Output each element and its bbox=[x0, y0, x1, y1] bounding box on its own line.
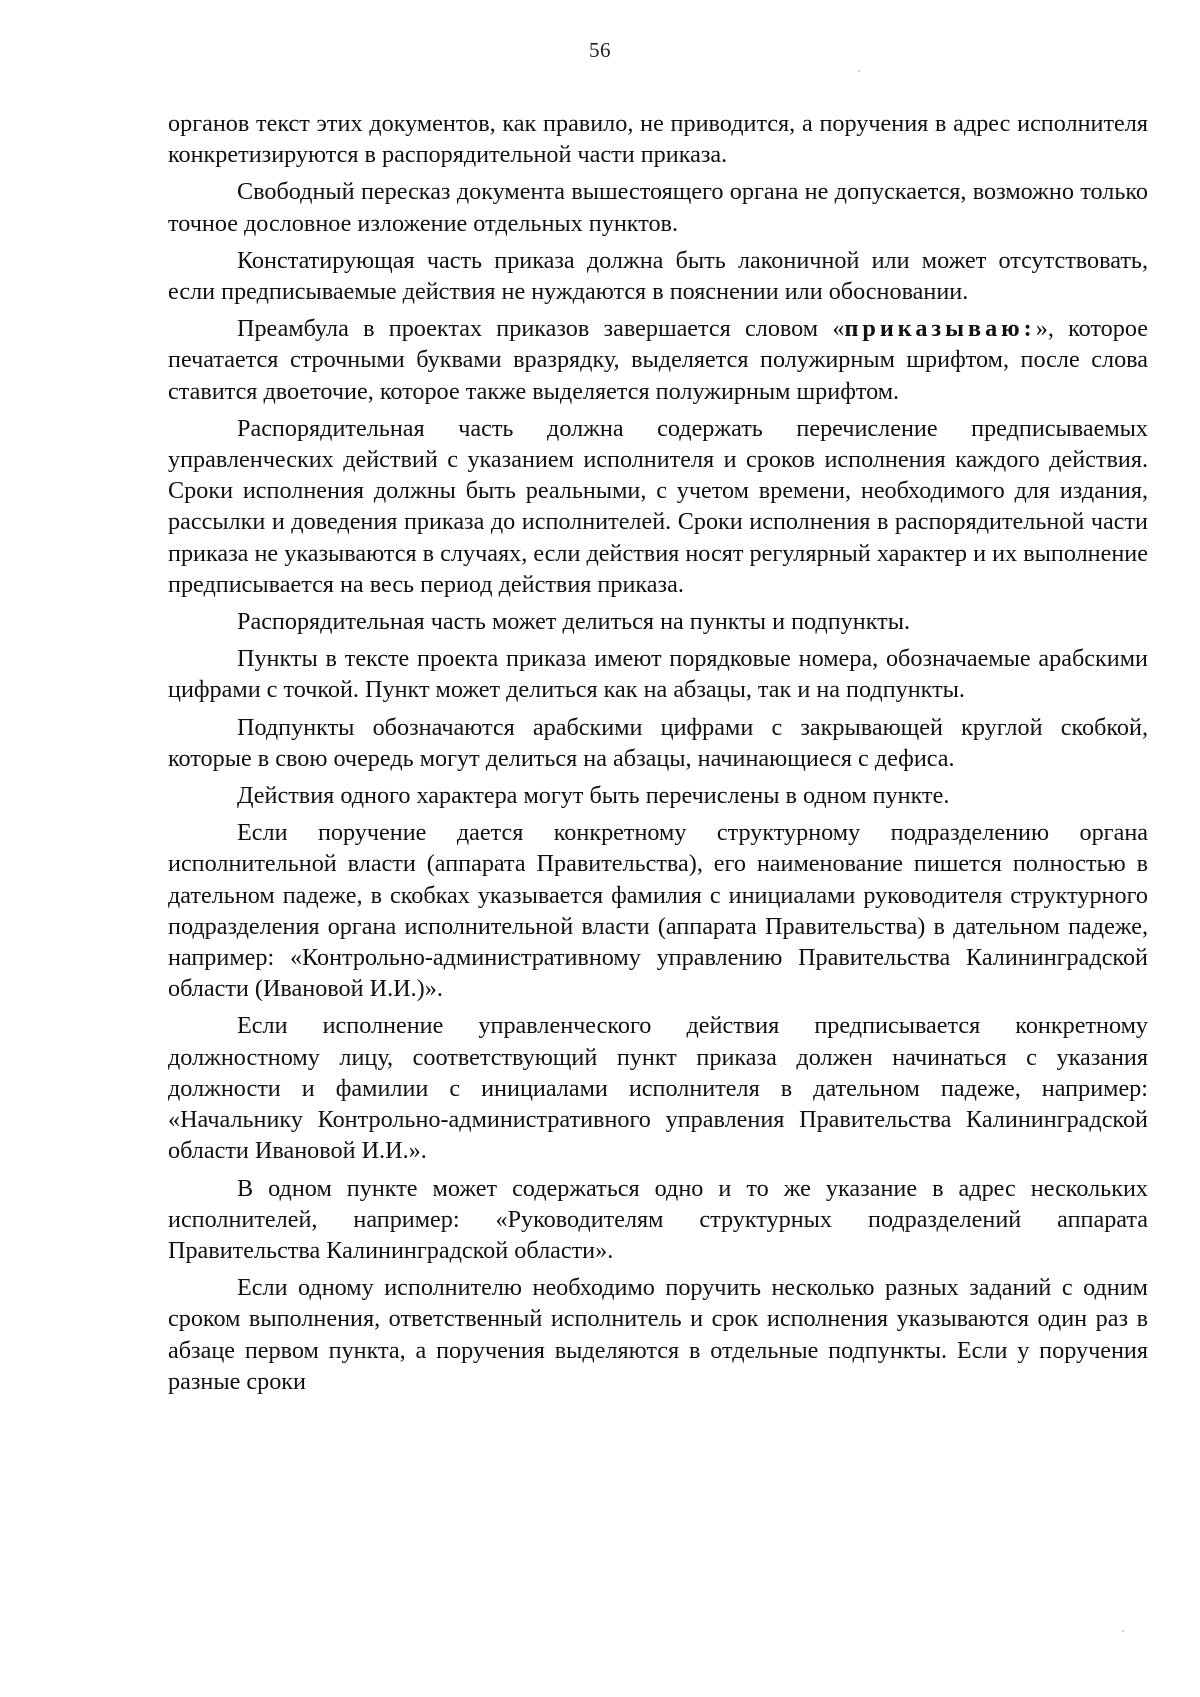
scan-speck bbox=[1122, 1630, 1124, 1632]
preamble-text-after: », которое печатается строчными буквами вразрядку, выделяется полужирным шрифтом, после слова ставится двоеточие, которое также выделяется полужирным шрифтом. bbox=[168, 315, 1148, 405]
paragraph: Распорядительная часть может делиться на пункты и подпункты. bbox=[237, 608, 911, 636]
paragraph: Если поручение дается конкретному структурному подразделению органа исполнительной власти (аппарата Правительства), его наименование пишется полностью в дательном падеже, в скобках указывается фамилия с инициалами руководителя структурного подразделения органа исполнительной власти (аппарата Правительства) в дательном падеже, например: «Контрольно-административному управлению Правительства Калининградской области (Ивановой И.И.)». bbox=[168, 819, 1148, 1003]
paragraph-continuation: органов текст этих документов, как правило, не приводится, а поручения в адрес исполнителя конкретизируются в распорядительной части приказа. bbox=[168, 110, 1148, 169]
paragraph: Свободный пересказ документа вышестоящего органа не допускается, возможно только точное дословное изложение отдельных пунктов. bbox=[168, 178, 1148, 237]
scan-speck bbox=[858, 70, 860, 72]
paragraph: Если одному исполнителю необходимо поручить несколько разных заданий с одним сроком выполнения, ответственный исполнитель и срок исполнения указываются один раз в абзаце первом пункта, а поручения выделяются в отдельные подпункты. Если у поручения разные сроки bbox=[168, 1274, 1148, 1395]
body-text bbox=[168, 108, 1148, 1397]
paragraph: Если исполнение управленческого действия предписывается конкретному должностному лицу, соответствующий пункт приказа должен начинаться с указания должности и фамилии с инициалами исполнителя в дательном падеже, например: «Начальнику Контрольно-административного управления Правительства Калининградской области Ивановой И.И.». bbox=[168, 1012, 1148, 1165]
paragraph: В одном пункте может содержаться одно и то же указание в адрес нескольких исполнителей, например: «Руководителям структурных подразделений аппарата Правительства Калининградской области». bbox=[168, 1174, 1148, 1264]
paragraph: Распорядительная часть должна содержать перечисление предписываемых управленческих действий с указанием исполнителя и сроков исполнения каждого действия. Сроки исполнения должны быть реальными, с учетом времени, необходимого для издания, рассылки и доведения приказа до исполнителей. Сроки исполнения в распорядительной части приказа не указываются в случаях, если действия носят регулярный характер и их выполнение предписывается на весь период действия приказа. bbox=[168, 414, 1148, 598]
paragraph: Констатирующая часть приказа должна быть лаконичной или может отсутствовать, если предписываемые действия не нуждаются в пояснении или обосновании. bbox=[168, 246, 1148, 306]
paragraph: Пункты в тексте проекта приказа имеют порядковые номера, обозначаемые арабскими цифрами с точкой. Пункт может делиться как на абзацы, так и на подпункты. bbox=[168, 645, 1148, 704]
paragraph: Подпункты обозначаются арабскими цифрами с закрывающей круглой скобкой, которые в свою очередь могут делиться на абзацы, начинающиеся с дефиса. bbox=[168, 713, 1148, 772]
paragraph-preamble bbox=[168, 313, 1148, 407]
paragraph: Действия одного характера могут быть перечислены в одном пункте. bbox=[237, 782, 950, 810]
page-number: 56 bbox=[589, 38, 611, 62]
preamble-keyword: приказываю: bbox=[844, 315, 1036, 343]
preamble-text-before: Преамбула в проектах приказов завершается словом « bbox=[237, 315, 845, 343]
